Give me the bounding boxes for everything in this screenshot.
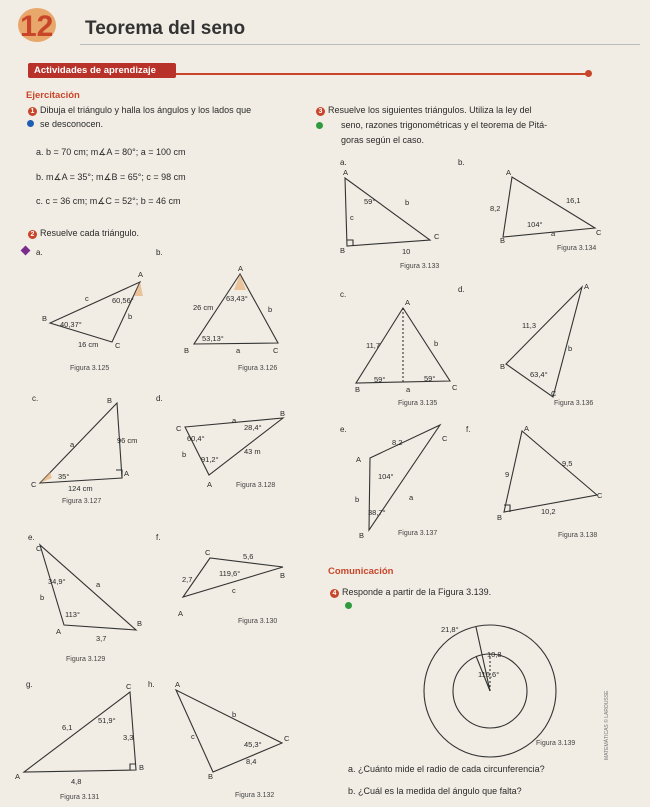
side-label: b [355, 495, 360, 504]
question-a: a. ¿Cuánto mide el radio de cada circunferencia? [348, 764, 545, 774]
vertex-label: B [359, 531, 365, 540]
side-length: 16,1 [566, 196, 581, 205]
triangle-3-138 [504, 431, 597, 512]
vertex-label: C [442, 434, 448, 443]
vertex-label: B [208, 772, 214, 781]
triangle-3-134 [503, 177, 595, 237]
fig-letter-b: b. [156, 248, 163, 257]
side-length: 8,4 [246, 757, 257, 766]
side-label: a [232, 416, 237, 425]
fig-letter-h: h. [148, 680, 155, 689]
angle-label: 45,3° [244, 740, 262, 749]
fig-letter-d: d. [156, 394, 163, 403]
side-label: b [568, 344, 573, 353]
angle-label: 28,4° [244, 423, 262, 432]
exercise-3-line2: seno, razones trigonométricas y el teorema de Pitá- [341, 120, 548, 130]
vertex-label: A [506, 168, 512, 177]
triangle-3-131 [24, 692, 136, 772]
vertex-label: B [340, 246, 346, 255]
angle-label: 59° [364, 197, 376, 206]
side-label: c [232, 586, 236, 595]
side-label: c [85, 294, 89, 303]
side-length: 11,3 [522, 321, 537, 330]
figure-caption: Figura 3.133 [400, 263, 440, 270]
fig-letter-a: a. [36, 248, 43, 257]
fig-letter-c: c. [32, 394, 39, 403]
side-length: 10,2 [541, 507, 556, 516]
side-label: a [406, 385, 411, 394]
exercise-1-item-a: a. b = 70 cm; m∡A = 80°; a = 100 cm [36, 147, 186, 157]
triangle-3-128 [185, 418, 283, 475]
vertex-label: C [273, 346, 279, 355]
exercise-1-number: 1 [28, 107, 37, 116]
vertex-label: C [36, 544, 42, 553]
angle-label: 104° [378, 472, 394, 481]
exercise-4-text: Responde a partir de la Figura 3.139. [342, 587, 492, 597]
angle-label: 59° [424, 374, 436, 383]
vertex-label: C [284, 734, 290, 743]
exercise-3-line3: goras según el caso. [341, 135, 425, 145]
side-label: b [405, 198, 410, 207]
vertex-label: B [355, 385, 361, 394]
angle-label: 53,13° [202, 334, 224, 343]
vertex-label: C [115, 341, 121, 350]
side-label: b [128, 312, 133, 321]
side-label: b [182, 450, 187, 459]
angle-label: 91,2° [201, 455, 219, 464]
vertex-label: B [500, 362, 506, 371]
figure-caption: Figura 3.137 [398, 530, 438, 537]
vertex-label: A [343, 168, 349, 177]
figure-caption: Figura 3.139 [536, 740, 576, 747]
fig-letter-b: b. [458, 158, 465, 167]
vertex-label: C [452, 383, 458, 392]
activities-banner-label: Actividades de aprendizaje [34, 65, 156, 76]
figure-caption: Figura 3.135 [398, 400, 438, 407]
side-label: b [268, 305, 273, 314]
chapter-number: 12 [20, 10, 54, 43]
side-label: a [96, 580, 101, 589]
fig-letter-a: a. [340, 158, 347, 167]
vertex-label: C [126, 682, 132, 691]
vertex-label: B [107, 396, 113, 405]
side-length: 96 cm [117, 436, 138, 445]
vertex-label: A [175, 680, 181, 689]
triangle-3-129 [40, 545, 136, 630]
angle-label: 60,56° [112, 296, 134, 305]
fig-letter-d: d. [458, 285, 465, 294]
angle-label: 34,9° [48, 577, 66, 586]
page-title: Teorema del seno [85, 18, 246, 39]
vertex-label: C [434, 232, 440, 241]
vertex-label: C [551, 389, 557, 398]
vertex-label: A [524, 424, 530, 433]
side-label: c [191, 732, 195, 741]
angle-label: 59° [374, 375, 386, 384]
vertex-label: C [31, 480, 37, 489]
figure-caption: Figura 3.136 [554, 400, 594, 407]
vertex-label: B [42, 314, 48, 323]
side-length: 3,3 [123, 733, 134, 742]
angle-label: 116,6° [478, 670, 500, 679]
vertex-label: C [597, 491, 603, 500]
angle-label: 119,6° [219, 569, 241, 578]
vertex-label: A [356, 455, 362, 464]
exercise-3-text: Resuelve los siguientes triángulos. Utiliza la ley del [328, 105, 532, 115]
exercise-1-text: Dibuja el triángulo y halla los ángulos y los lados que [40, 105, 252, 115]
fig-letter-e: e. [28, 533, 35, 542]
angle-label: 38,7° [368, 508, 386, 517]
side-length: 9 [505, 470, 510, 479]
question-b: b. ¿Cuál es la medida del ángulo que falta? [348, 786, 522, 796]
vertex-label: B [280, 571, 286, 580]
angle-label: 63,4° [530, 370, 548, 379]
fig-letter-c: c. [340, 290, 347, 299]
side-length: 10,8 [487, 650, 502, 659]
triangle-3-132 [176, 690, 282, 772]
vertex-label: C [176, 424, 182, 433]
fig-letter-e: e. [340, 425, 347, 434]
angle-label: 51,9° [98, 716, 116, 725]
side-label: a [409, 493, 414, 502]
communication-heading: Comunicación [328, 566, 394, 577]
section-heading: Ejercitación [26, 90, 80, 101]
side-length: 43 m [244, 447, 261, 456]
figure-caption: Figura 3.126 [238, 365, 278, 372]
side-label: b [434, 339, 439, 348]
fig-letter-g: g. [26, 680, 33, 689]
side-length: 8,2 [392, 438, 403, 447]
vertex-label: B [497, 513, 503, 522]
exercise-1-item-c: c. c = 36 cm; m∡C = 52°; b = 46 cm [36, 196, 181, 206]
triangle-3-136 [506, 287, 582, 397]
vertex-label: C [596, 228, 602, 237]
vertex-label: B [137, 619, 143, 628]
side-label: a [551, 229, 556, 238]
triangle-3-133 [345, 178, 430, 246]
side-length: 16 cm [78, 340, 99, 349]
figure-caption: Figura 3.125 [70, 365, 110, 372]
side-length: 10 [402, 247, 411, 256]
exercise-4-number: 4 [330, 589, 339, 598]
figure-caption: Figura 3.134 [557, 245, 597, 252]
side-length: 6,1 [62, 723, 73, 732]
exercise-1-item-b: b. m∡A = 35°; m∡B = 65°; c = 98 cm [36, 172, 186, 182]
vertex-label: B [184, 346, 190, 355]
vertex-label: B [280, 409, 286, 418]
figure-caption: Figura 3.131 [60, 794, 100, 801]
figure-caption: Figura 3.129 [66, 656, 106, 663]
triangle-3-125 [50, 282, 140, 342]
angle-label: 63,43° [226, 294, 248, 303]
figure-caption: Figura 3.128 [236, 482, 276, 489]
angle-label: 113° [65, 610, 80, 619]
vertex-label: A [15, 772, 21, 781]
vertex-label: A [124, 469, 130, 478]
figure-caption: Figura 3.130 [238, 618, 278, 625]
angle-label: 60,4° [187, 434, 205, 443]
exercise-1-line2: se desconocen. [40, 119, 104, 129]
side-length: 3,7 [96, 634, 107, 643]
figure-caption: Figura 3.138 [558, 532, 598, 539]
fig-letter-f: f. [156, 533, 161, 542]
vertex-label: A [178, 609, 184, 618]
side-length: 9,5 [562, 459, 573, 468]
side-label: a [236, 346, 241, 355]
side-label: a [70, 440, 75, 449]
vertex-label: C [205, 548, 211, 557]
exercise-2-text: Resuelve cada triángulo. [40, 228, 140, 238]
vertex-label: A [238, 264, 244, 273]
figure-caption: Figura 3.127 [62, 498, 102, 505]
vertex-label: A [138, 270, 144, 279]
exercise-3-number: 3 [316, 107, 325, 116]
side-length: 26 cm [193, 303, 214, 312]
angle-label: 104° [527, 220, 543, 229]
triangle-3-127 [40, 403, 122, 483]
side-length: 8,2 [490, 204, 501, 213]
side-length: 124 cm [68, 484, 93, 493]
publisher-margin-text: MATEMÁTICAS © LAROUSSE [604, 690, 610, 760]
vertex-label: A [584, 282, 590, 291]
vertex-label: B [139, 763, 145, 772]
fig-letter-f: f. [466, 425, 471, 434]
angle-label: 21,8° [441, 625, 459, 634]
side-length: 4,8 [71, 777, 82, 786]
side-length: 5,6 [243, 552, 254, 561]
vertex-label: B [500, 236, 506, 245]
angle-label: 40,37° [60, 320, 82, 329]
side-label: b [40, 593, 45, 602]
side-length: 11,7 [366, 341, 381, 350]
vertex-label: A [207, 480, 213, 489]
figure-caption: Figura 3.132 [235, 792, 275, 799]
exercise-2-number: 2 [28, 230, 37, 239]
angle-label: 35° [58, 472, 70, 481]
vertex-label: A [405, 298, 411, 307]
side-label: c [350, 213, 354, 222]
side-length: 2,7 [182, 575, 193, 584]
vertex-label: A [56, 627, 62, 636]
side-label: b [232, 710, 237, 719]
